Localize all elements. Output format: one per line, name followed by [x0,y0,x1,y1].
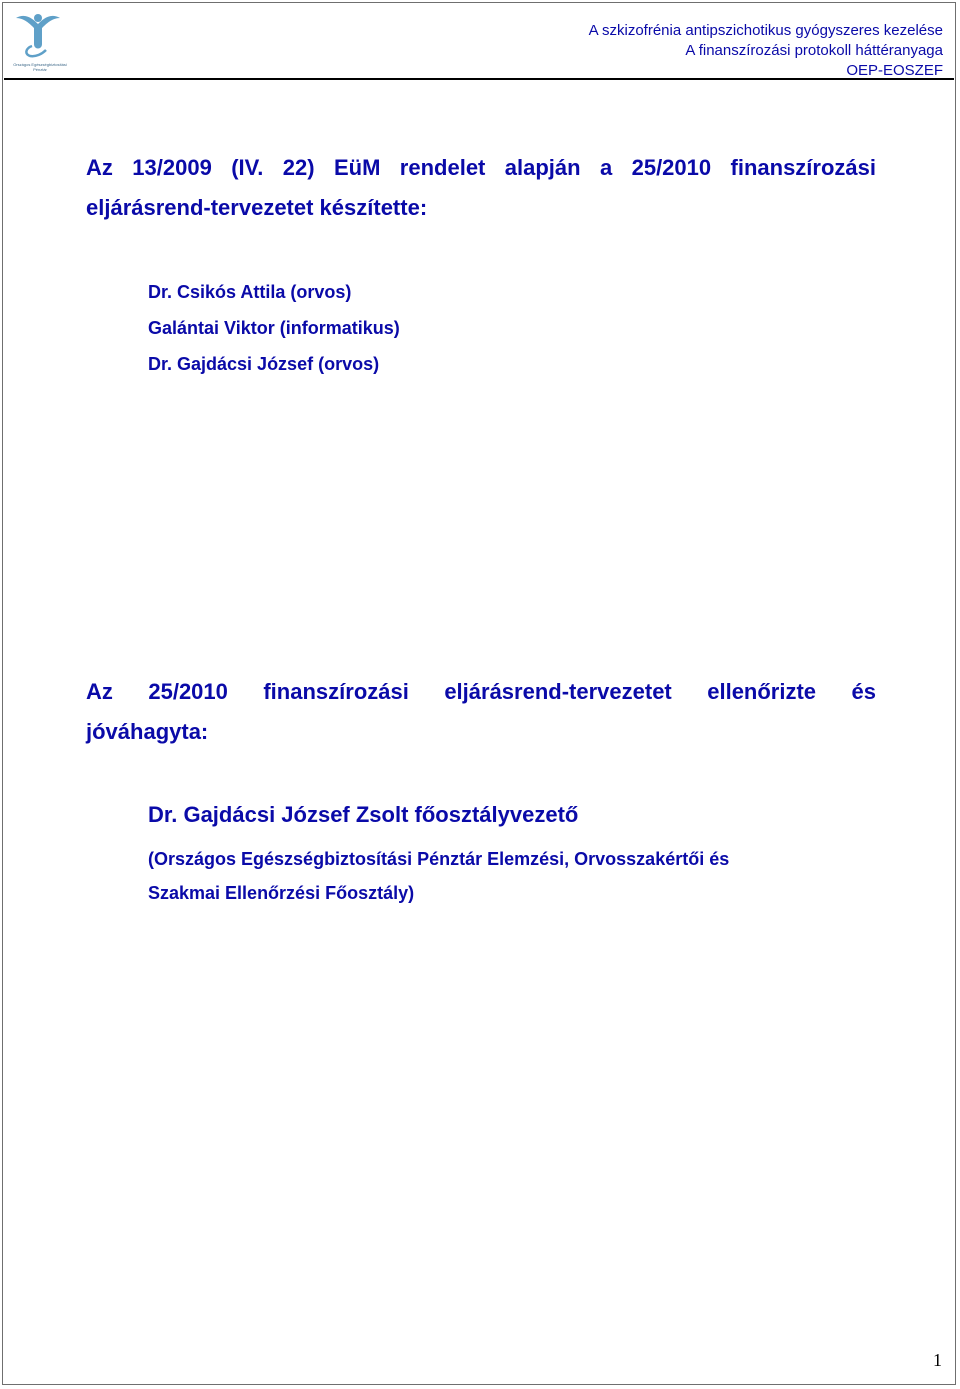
approval-word: Az [86,679,113,704]
header-line-3: OEP-EOSZEF [846,62,943,79]
header-line-2: A finanszírozási protokoll háttéranyaga [685,42,943,59]
document-header [589,21,943,81]
approval-word: és [851,679,876,704]
approval-word: eljárásrend-tervezetet [444,679,672,704]
intro-paragraph: Az 13/2009 (IV. 22) EüM rendelet alapján a 25/2010 finanszírozási eljárásrend-tervezetet készítette: [86,155,876,220]
approval-line-1 [86,672,876,712]
author-item: Dr. Csikós Attila (orvos) [148,282,352,302]
oep-logo-icon [6,10,70,58]
approver-name: Dr. Gajdácsi József Zsolt főosztályvezető [148,802,579,827]
header-divider [4,78,954,80]
author-item: Galántai Viktor (informatikus) [148,318,400,338]
approver-department-line-1: (Országos Egészségbiztosítási Pénztár Elemzési, Orvosszakértői és [148,849,730,869]
approver-department-line-2: Szakmai Ellenőrzési Főosztály) [148,883,415,903]
approval-word: ellenőrizte [707,679,817,704]
oep-logo [6,10,70,70]
author-list [148,274,400,382]
logo-caption: Országos Egészségbiztosítási Pénztár [13,62,67,72]
approver-department [148,842,729,910]
approval-paragraph [86,672,876,752]
author-item: Dr. Gajdácsi József (orvos) [148,354,380,374]
approval-word: finanszírozási [263,679,409,704]
approval-line-2: jóváhagyta: [86,719,209,744]
page-number: 1 [933,1350,942,1370]
header-line-1: A szkizofrénia antipszichotikus gyógyszeres kezelése [588,22,943,39]
approval-word: 25/2010 [148,679,228,704]
